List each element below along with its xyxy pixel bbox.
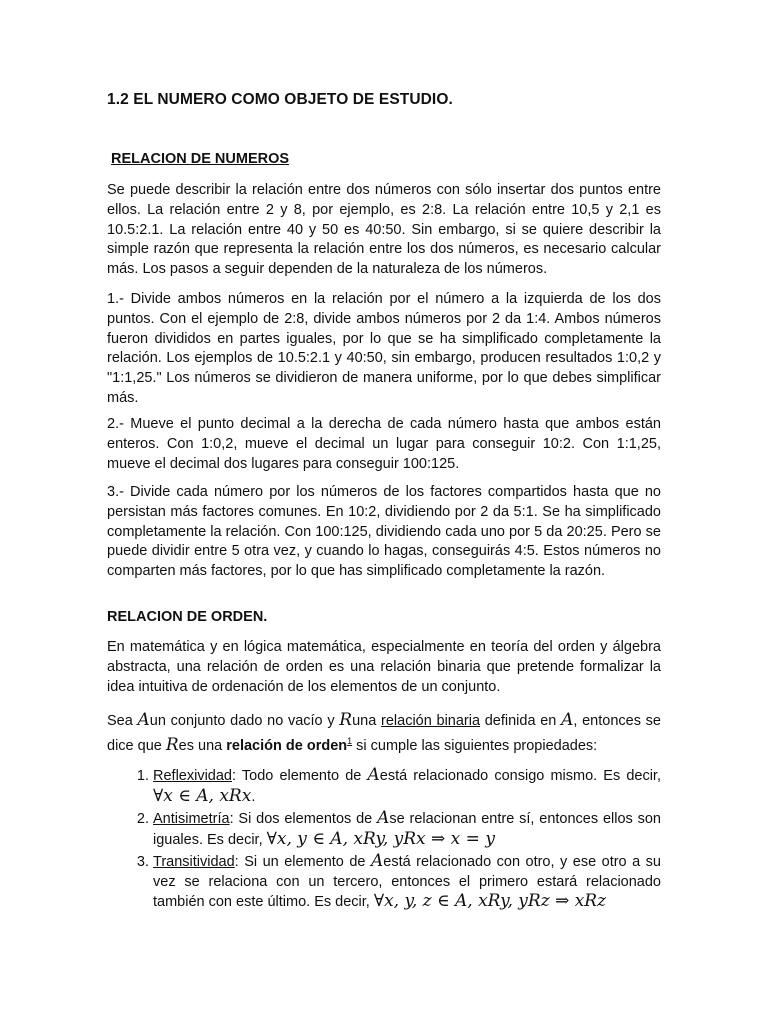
paragraph-intro-orden bbox=[107, 638, 661, 697]
section-heading-relacion-orden: RELACION DE ORDEN. bbox=[107, 609, 268, 625]
list-item-antisimetria bbox=[153, 809, 661, 850]
text-fragment: es una bbox=[178, 737, 227, 754]
text-fragment: una bbox=[352, 713, 382, 729]
list-item-transitividad bbox=[153, 852, 661, 913]
text-fragment: : Si dos elementos de bbox=[229, 811, 378, 827]
list-item-reflexividad bbox=[153, 766, 661, 807]
footnote-link[interactable]: 1 bbox=[347, 735, 353, 746]
transitividad-link[interactable]: Transitividad bbox=[153, 854, 235, 870]
paragraph-text: 3.- Divide cada número por los números de los factores compartidos hasta que no persistan más factores comunes. En 10:2, dividiendo por 2 da 5:1. Se ha simplificado completamente la relación. Con 100:125, dividiendo cada uno por 5 da 20:25. Pero se puede dividir entre 5 otra vez, y cuando lo hagas, conseguirás 4:5. Estos números no comparten más factores, por lo que has simplificado completamente la razón. bbox=[107, 484, 661, 580]
paragraph-text: En matemática y en lógica matemática, especialmente en teoría del orden y álgebra abstracta, una relación de orden es una relación binaria que pretende formalizar la idea intuitiva de ordenación de los elementos de un conjunto. bbox=[107, 639, 661, 695]
math-symbol-a: A bbox=[137, 710, 150, 730]
math-symbol-r: R bbox=[165, 734, 179, 755]
math-symbol-a: A bbox=[377, 808, 390, 828]
section-relacion-orden bbox=[107, 609, 661, 625]
text-fragment: está relacionado consigo mismo. Es decir, bbox=[379, 768, 661, 784]
math-symbol-a: A bbox=[370, 851, 384, 871]
math-symbol-r: R bbox=[339, 710, 353, 730]
reflexividad-link[interactable]: Reflexividad bbox=[153, 768, 232, 784]
text-fragment: se relacionan entre sí, entonces ellos son iguales. Es decir, bbox=[153, 811, 661, 848]
section-heading-relacion-numeros: RELACION DE NUMEROS bbox=[111, 151, 290, 167]
antisimetria-link[interactable]: Antisimetría bbox=[153, 811, 230, 827]
paragraph-step-3 bbox=[107, 483, 661, 582]
paragraph-intro-numeros bbox=[107, 181, 661, 280]
formula-reflexividad: ∀x ∈ A, xRx bbox=[153, 785, 252, 806]
text-fragment: definida en bbox=[480, 713, 562, 729]
bold-term: relación de orden bbox=[226, 737, 348, 754]
text-fragment: si cumple las siguientes propiedades: bbox=[352, 737, 598, 754]
text-fragment: , entonces se dice que bbox=[107, 713, 661, 754]
text-fragment: : Todo elemento de bbox=[232, 768, 368, 784]
paragraph-step-1 bbox=[107, 290, 661, 409]
text-fragment: . bbox=[251, 788, 256, 805]
properties-list bbox=[107, 766, 661, 915]
text-fragment: un conjunto dado no vacío y bbox=[149, 713, 340, 729]
section-relacion-numeros bbox=[107, 151, 661, 167]
math-symbol-a: A bbox=[367, 765, 380, 785]
paragraph-text bbox=[107, 711, 661, 756]
text-fragment: Sea bbox=[107, 713, 138, 729]
paragraph-text: Se puede describir la relación entre dos números con sólo insertar dos puntos entre ellos. La relación entre 2 y 8, por ejemplo, es 2:8. La relación entre 10,5 y 2,1 es 10.5:2.1. La relación entre 40 y 50 es 40:50. Sin embargo, si se quiere describir la simple razón que representa la relación entre los dos números, es necesario calcular más. Los pasos a seguir dependen de la naturaleza de los números. bbox=[107, 182, 661, 278]
paragraph-definition bbox=[107, 711, 661, 756]
relacion-binaria-link[interactable]: relación binaria bbox=[381, 713, 481, 729]
paragraph-text: 2.- Mueve el punto decimal a la derecha de cada número hasta que ambos están enteros. Con 1:0,2, mueve el decimal un lugar para conseguir 10:2. Con 1:1,25, mueve el decimal dos lugares para conseguir 100:125. bbox=[107, 416, 661, 472]
text-fragment: está relacionado con otro, y ese otro a su vez se relaciona con un tercero, entonces el primero estará relacionado también con este último. Es decir, bbox=[153, 854, 661, 910]
formula-transitividad: ∀x, y, z ∈ A, xRy, yRz ⇒ xRz bbox=[373, 891, 607, 911]
paragraph-step-2 bbox=[107, 415, 661, 474]
text-fragment: : Si un elemento de bbox=[234, 854, 371, 870]
paragraph-text: 1.- Divide ambos números en la relación por el número a la izquierda de los dos puntos. Con el ejemplo de 2:8, divide ambos números por 2 da 1:4. Ambos números fueron divididos en partes iguales, por lo que se ha simplificado completamente la relación. Los ejemplos de 10.5:2.1 y 40:50, sin embargo, producen resultados 1:0,2 y "1:1,25." Los números se dividieron de manera uniforme, por lo que debes simplificar más. bbox=[107, 291, 661, 406]
ordered-list bbox=[107, 766, 661, 913]
math-symbol-a: A bbox=[561, 710, 574, 730]
formula-antisimetria: ∀x, y ∈ A, xRy, yRx ⇒ x = y bbox=[266, 828, 495, 849]
page-title: 1.2 EL NUMERO COMO OBJETO DE ESTUDIO. bbox=[107, 91, 453, 108]
